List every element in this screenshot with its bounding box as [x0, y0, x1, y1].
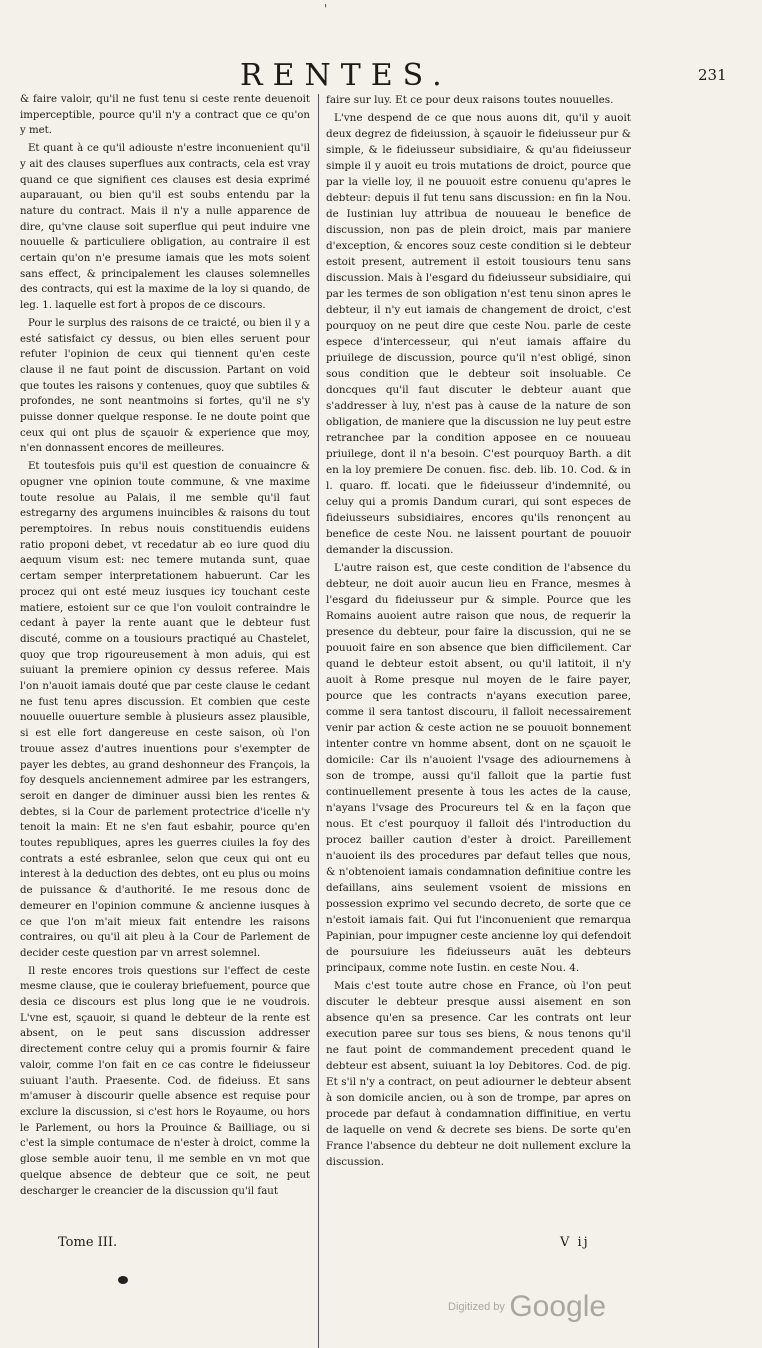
paragraph: Et toutesfois puis qu'il est question de conuaincre & opugner vne opinion toute commune, & vne maxime toute resolue au Palais, il me semble qu'il faut estregarny des argumens inuincibles & raisons du tout peremptoires. In rebus nouis constituendis euidens ratio proponi debet, vt recedatur ab eo iure quod diu aequum visum est: nec temere mutanda sunt, quae certam semper interpretationem habuerunt. Car les procez qui ont esté meuz iusques icy touchant ceste matiere, estoient sur ce que l'on vouloit contraindre le cedant à payer la rente auant que le debteur fust discuté, comme on a tousiours practiqué au Chastelet, quoy que trop rigoureusement à mon aduis, qui est suiuant la premiere opinion cy dessus referee. Mais l'on n'auoit iamais douté que par ceste clause le cedant ne fust tenu apres discussion. Et combien que ceste nouuelle ouuerture semble à plusieurs assez plausible, si est elle fort dangereuse en ceste saison, où l'on trouue assez d'autres inuentions pour s'exempter de payer les debtes, au grand deshonneur des François, la foy desquels anciennement admiree par les estrangers, seroit en danger de diminuer aussi bien les rentes & debtes, si la Cour de parlement protectrice d'icelle n'y tenoit la main: Et ne s'en faut esbahir, pource qu'en toutes republiques, apres les guerres ciuiles la foy des contrats a esté esbranlee, selon que ceux qui ont eu interest à la deduction des debtes, ont eu plus ou moins de puissance & d'authorité. Ie me resous donc de demeurer en l'opinion commune & ancienne iusques à ce que l'on m'ait mieux fait entendre les raisons contraires, ou qu'il ait pleu à la Cour de Parlement de decider ceste question par vn arrest solemnel.: [20, 461, 310, 959]
top-mark: ': [324, 2, 328, 16]
digitized-watermark: [448, 1290, 606, 1324]
right-text-column: [326, 92, 631, 1172]
digitized-prefix: Digitized by: [448, 1301, 505, 1313]
column-divider: [318, 94, 319, 1348]
page-number: 231: [698, 66, 727, 84]
paragraph: Et quant à ce qu'il adiouste n'estre inconuenient qu'il y ait des clauses superflues aux contracts, cela est vray quand ce que signifient ces clauses est desia exprimé auparauant, ou bien qu'il est soubs entendu par la nature du contract. Mais il n'y a nulle apparence de dire, qu'vne clause soit superflue qui peut induire vne nouuelle & particuliere obligation, au contraire il est certain qu'on n'e presume iamais que les mots soient sans effect, & principalement les clauses solemnelles des contracts, qui est la maxime de la loy si quando, de leg. 1. laquelle est fort à propos de ce discours.: [20, 143, 310, 312]
paragraph: faire sur luy. Et ce pour deux raisons toutes nouuelles.: [326, 94, 614, 106]
left-text-column: [20, 92, 310, 1201]
running-head-title: RENTES.: [240, 58, 452, 93]
ink-blot: [118, 1276, 128, 1284]
paragraph: Mais c'est toute autre chose en France, où l'on peut discuter le debteur presque aussi aisement en son absence qu'en sa presence. Car les contrats ont leur execution paree sur tous ses biens, & nous tenons qu'il ne faut point de commandement precedent quand le debteur est absent, suiuant la loy Debitores. Cod. de pig. Et s'il n'y a contract, on peut adiourner le debteur absent à son domicile ancien, ou à son de trompe, par apres on procede par defaut à condamnation diffinitiue, en vertu de laquelle on vend & decrete ses biens. De sorte qu'en France l'absence du debteur ne doit nullement exclure la discussion.: [326, 980, 631, 1168]
signature-mark: V ij: [560, 1235, 590, 1250]
volume-label: Tome III.: [58, 1235, 118, 1250]
paragraph: Il reste encores trois questions sur l'effect de ceste mesme clause, que ie couleray briefuement, pource que desia ce discours est plus long que ie ne voudrois. L'vne est, sçauoir, si quand le debteur de la rente est absent, on le peut sans discussion addresser directement contre celuy qui a promis fournir & faire valoir, comme l'on fait en ce cas contre le fideiusseur suiuant l'auth. Praesente. Cod. de fideiuss. Et sans m'amuser à discourir quelle absence est requise pour exclure la discussion, si c'est hors le Royaume, ou hors le Parlement, ou hors la Prouince & Bailliage, ou si c'est la simple contumace de n'ester à droict, comme la glose semble auoir tenu, il me semble en vn mot que quelque absence de debteur que ce soit, ne peut descharger le creancier de la discussion qu'il faut: [20, 965, 310, 1197]
paragraph: L'vne despend de ce que nous auons dit, qu'il y auoit deux degrez de fideiussion, à sçauoir le fideiusseur pur & simple, & le fideiusseur subsidiaire, & qu'au fideiusseur simple il y auoit eu trois mutations de droict, pource que par la vielle loy, il ne pouuoit estre conuenu qu'apres le debteur: depuis il fut tenu sans discussion: en fin la Nou. de Iustinian luy attribua de nouueau le benefice de discussion, non pas de plein droict, mais par maniere d'exception, & encores souz ceste condition si le debteur estoit present, autrement il estoit tousiours tenu sans discussion. Mais à l'esgard du fideiusseur subsidiaire, qui par les termes de son obligation n'est tenu sinon apres le debteur, il n'y eut iamais de changement de droict, c'est pourquoy on ne peut dire que ceste Nou. parle de ceste espece d'intercesseur, qui n'eut iamais affaire du priuilege de discussion, pource qu'il n'est obligé, sinon sous condition que le debteur soit insoluable. Ce doncques qu'il faut discuter le debteur auant que s'addresser à luy, n'est pas à cause de la nature de son obligation, de maniere que la discussion ne luy peut estre retranchee par la condition apposee en ce nouueau priuilege, dont il n'a besoin. C'est pourquoy Barth. a dit en la loy premiere De conuen. fisc. deb. lib. 10. Cod. & in l. quaro. ff. locati. que le fideiusseur d'indemnité, ou celuy qui a promis Dandum curari, qui sont especes de fideiusseurs subsidiaires, encores qu'ils renonçent au benefice de ceste Nou. ne laissent pourtant de pouuoir demander la discussion.: [326, 112, 631, 556]
paragraph: & faire valoir, qu'il ne fust tenu si ceste rente deuenoit imperceptible, pource qu'il n'y a contract que ce qu'on y met.: [20, 94, 310, 137]
paragraph: L'autre raison est, que ceste condition de l'absence du debteur, ne doit auoir aucun lieu en France, mesmes à l'esgard du fideiusseur pur & simple. Pource que les Romains auoient autre raison que nous, de requerir la presence du debteur, pour faire la discussion, qui ne se pouuoit faire en son absence que bien difficilement. Car quand le debteur estoit absent, ou qu'il latitoit, il n'y auoit à Rome presque nul moyen de le faire payer, pource que les contracts n'ayans execution paree, comme il sera tantost discouru, il falloit necessairement venir par action & ceste action ne se pouuoit bonnement intenter contre vn homme absent, dont on ne sçauoit le domicile: Car ils n'auoient l'vsage des adiournemens à son de trompe, aussi qu'il falloit que la partie fust continuellement presente à tous les actes de la cause, n'ayans l'vsage des Procureurs tel & en la façon que nous. Et c'est pourquoy il falloit dés l'introduction du procez bailler caution d'ester à droict. Pareillement n'auoient ils des procedures par defaut telles que nous, & n'obtenoient iamais condamnation definitiue contre les defaillans, ains seulement vsoient de missions en possession exprimo vel secundo decreto, de sorte que ce n'estoit iamais fait. Qui fut l'inconuenient que remarqua Papinian, pour impugner ceste ancienne loy qui defendoit de poursuiure les fideiusseurs auãt les debteurs principaux, comme note Iustin. en ceste Nou. 4.: [326, 562, 631, 974]
paragraph: Pour le surplus des raisons de ce traicté, ou bien il y a esté satisfaict cy dessus, ou bien elles seruent pour refuter l'opinion de ceux qui tiennent qu'en ceste clause il ne faut point de discussion. Partant on void que toutes les raisons y contenues, quoy que subtiles & profondes, ne sont neantmoins si fortes, qu'il ne s'y puisse donner quelque response. Ie ne doute point que ceux qui ont plus de sçauoir & experience que moy, n'en donnassent encores de meilleures.: [20, 317, 310, 455]
google-logo: Google: [509, 1290, 607, 1323]
